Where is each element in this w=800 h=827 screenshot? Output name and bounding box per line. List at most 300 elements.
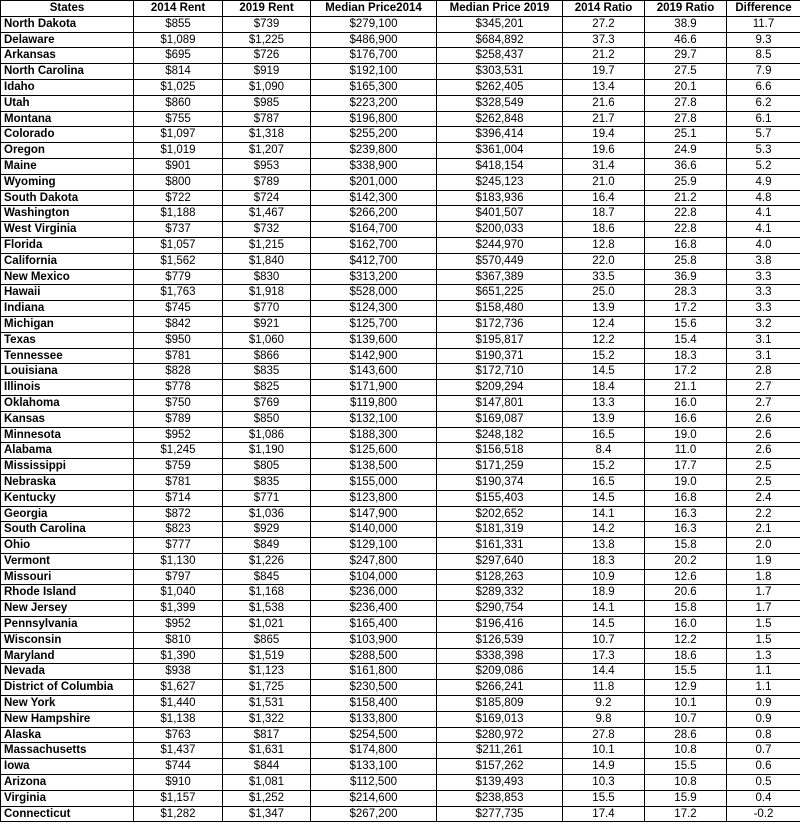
ratio-2019-cell: 15.6 [645,316,727,332]
median-price-2019-cell: $244,970 [437,237,563,253]
ratio-2019-cell: 17.2 [645,364,727,380]
ratio-2014-cell: 9.2 [563,696,645,712]
difference-cell: 1.5 [727,632,800,648]
median-price-2019-cell: $190,371 [437,348,563,364]
median-price-2014-cell: $138,500 [311,459,437,475]
state-cell: South Carolina [1,522,134,538]
ratio-2019-cell: 25.8 [645,253,727,269]
table-row [1,806,800,822]
ratio-2019-cell: 22.8 [645,206,727,222]
table-row [1,743,800,759]
ratio-2019-cell: 16.8 [645,237,727,253]
median-price-2014-cell: $164,700 [311,222,437,238]
ratio-2014-cell: 14.2 [563,522,645,538]
rent-2019-cell: $844 [223,759,311,775]
median-price-2014-cell: $528,000 [311,285,437,301]
ratio-2014-cell: 15.2 [563,348,645,364]
rent-2014-cell: $1,440 [134,696,223,712]
median-price-2014-cell: $266,200 [311,206,437,222]
rent-2014-cell: $763 [134,727,223,743]
rent-2019-cell: $919 [223,64,311,80]
table-row [1,206,800,222]
ratio-2014-cell: 14.1 [563,506,645,522]
table-body [1,16,800,822]
state-cell: North Dakota [1,16,134,32]
median-price-2019-cell: $169,013 [437,711,563,727]
ratio-2014-cell: 21.7 [563,111,645,127]
median-price-2019-cell: $328,549 [437,95,563,111]
median-price-2019-cell: $139,493 [437,775,563,791]
rent-2014-cell: $1,282 [134,806,223,822]
difference-cell: 0.6 [727,759,800,775]
ratio-2014-cell: 19.4 [563,127,645,143]
ratio-2019-cell: 15.4 [645,332,727,348]
median-price-2014-cell: $254,500 [311,727,437,743]
rent-2019-cell: $845 [223,569,311,585]
rent-2019-cell: $1,725 [223,680,311,696]
ratio-2019-cell: 20.1 [645,79,727,95]
table-row [1,253,800,269]
median-price-2014-cell: $188,300 [311,427,437,443]
difference-cell: 2.6 [727,411,800,427]
difference-cell: 5.7 [727,127,800,143]
table-row [1,601,800,617]
state-cell: North Carolina [1,64,134,80]
rent-2014-cell: $781 [134,474,223,490]
state-cell: Minnesota [1,427,134,443]
rent-2019-cell: $835 [223,364,311,380]
ratio-2014-cell: 14.5 [563,364,645,380]
state-cell: Alabama [1,443,134,459]
state-cell: Hawaii [1,285,134,301]
difference-cell: 6.6 [727,79,800,95]
median-price-2019-cell: $266,241 [437,680,563,696]
ratio-2019-cell: 28.6 [645,727,727,743]
rent-2014-cell: $1,130 [134,553,223,569]
state-cell: Alaska [1,727,134,743]
table-row [1,759,800,775]
median-price-2019-cell: $128,263 [437,569,563,585]
header-difference: Difference [727,1,800,17]
ratio-2014-cell: 14.5 [563,490,645,506]
rent-2019-cell: $1,215 [223,237,311,253]
rent-2014-cell: $952 [134,617,223,633]
ratio-2019-cell: 16.3 [645,506,727,522]
median-price-2014-cell: $236,400 [311,601,437,617]
rent-2014-cell: $759 [134,459,223,475]
table-row [1,316,800,332]
table-row [1,585,800,601]
table-row [1,553,800,569]
rent-2014-cell: $695 [134,48,223,64]
ratio-2014-cell: 13.3 [563,395,645,411]
ratio-2014-cell: 21.2 [563,48,645,64]
state-cell: Colorado [1,127,134,143]
median-price-2014-cell: $124,300 [311,301,437,317]
median-price-2014-cell: $139,600 [311,332,437,348]
difference-cell: 3.3 [727,301,800,317]
rent-2019-cell: $850 [223,411,311,427]
rent-2014-cell: $1,627 [134,680,223,696]
state-cell: Wyoming [1,174,134,190]
median-price-2014-cell: $313,200 [311,269,437,285]
ratio-2014-cell: 22.0 [563,253,645,269]
ratio-2014-cell: 19.7 [563,64,645,80]
difference-cell: 1.5 [727,617,800,633]
difference-cell: 3.1 [727,348,800,364]
median-price-2014-cell: $161,800 [311,664,437,680]
ratio-2014-cell: 13.8 [563,538,645,554]
rent-2019-cell: $1,225 [223,32,311,48]
median-price-2019-cell: $258,437 [437,48,563,64]
rent-2014-cell: $855 [134,16,223,32]
state-cell: New Mexico [1,269,134,285]
median-price-2019-cell: $200,033 [437,222,563,238]
ratio-2014-cell: 12.4 [563,316,645,332]
ratio-2019-cell: 19.0 [645,474,727,490]
median-price-2014-cell: $239,800 [311,143,437,159]
ratio-2014-cell: 16.5 [563,474,645,490]
rent-2019-cell: $805 [223,459,311,475]
median-price-2014-cell: $223,200 [311,95,437,111]
median-price-2014-cell: $174,800 [311,743,437,759]
rent-2014-cell: $797 [134,569,223,585]
rent-2019-cell: $726 [223,48,311,64]
rent-2014-cell: $810 [134,632,223,648]
rent-2014-cell: $1,763 [134,285,223,301]
ratio-2014-cell: 10.3 [563,775,645,791]
rent-2014-cell: $1,437 [134,743,223,759]
table-row [1,632,800,648]
rent-2019-cell: $1,060 [223,332,311,348]
difference-cell: 2.2 [727,506,800,522]
median-price-2014-cell: $192,100 [311,64,437,80]
rent-2019-cell: $1,090 [223,79,311,95]
median-price-2019-cell: $297,640 [437,553,563,569]
median-price-2019-cell: $147,801 [437,395,563,411]
median-price-2019-cell: $684,892 [437,32,563,48]
median-price-2014-cell: $158,400 [311,696,437,712]
rent-2019-cell: $1,252 [223,790,311,806]
difference-cell: 2.6 [727,443,800,459]
difference-cell: 3.8 [727,253,800,269]
state-cell: Georgia [1,506,134,522]
table-row [1,16,800,32]
median-price-2014-cell: $112,500 [311,775,437,791]
table-row [1,474,800,490]
table-row [1,95,800,111]
difference-cell: 4.0 [727,237,800,253]
ratio-2014-cell: 12.2 [563,332,645,348]
state-cell: Missouri [1,569,134,585]
median-price-2014-cell: $255,200 [311,127,437,143]
median-price-2019-cell: $169,087 [437,411,563,427]
median-price-2014-cell: $279,100 [311,16,437,32]
ratio-2014-cell: 17.4 [563,806,645,822]
median-price-2014-cell: $125,700 [311,316,437,332]
rent-2014-cell: $737 [134,222,223,238]
ratio-2019-cell: 16.3 [645,522,727,538]
median-price-2019-cell: $570,449 [437,253,563,269]
rent-2019-cell: $953 [223,158,311,174]
rent-2019-cell: $724 [223,190,311,206]
rent-2019-cell: $1,322 [223,711,311,727]
table-row [1,617,800,633]
ratio-2019-cell: 19.0 [645,427,727,443]
ratio-2014-cell: 16.5 [563,427,645,443]
table-row [1,32,800,48]
header-2019-ratio: 2019 Ratio [645,1,727,17]
rent-2019-cell: $1,123 [223,664,311,680]
median-price-2019-cell: $172,710 [437,364,563,380]
ratio-2014-cell: 13.9 [563,411,645,427]
ratio-2014-cell: 18.3 [563,553,645,569]
rent-2014-cell: $750 [134,395,223,411]
median-price-2014-cell: $140,000 [311,522,437,538]
ratio-2014-cell: 15.2 [563,459,645,475]
ratio-2019-cell: 46.6 [645,32,727,48]
table-row [1,237,800,253]
table-row [1,48,800,64]
median-price-2019-cell: $157,262 [437,759,563,775]
state-cell: Maryland [1,648,134,664]
ratio-2019-cell: 22.8 [645,222,727,238]
median-price-2014-cell: $247,800 [311,553,437,569]
state-cell: Vermont [1,553,134,569]
median-price-2019-cell: $277,735 [437,806,563,822]
difference-cell: 4.9 [727,174,800,190]
table-row [1,79,800,95]
rent-2019-cell: $921 [223,316,311,332]
median-price-2014-cell: $165,300 [311,79,437,95]
rent-2014-cell: $814 [134,64,223,80]
difference-cell: 1.8 [727,569,800,585]
median-price-2014-cell: $142,900 [311,348,437,364]
rent-2019-cell: $866 [223,348,311,364]
ratio-2019-cell: 15.8 [645,601,727,617]
ratio-2019-cell: 28.3 [645,285,727,301]
median-price-2014-cell: $103,900 [311,632,437,648]
header-median-price-2019: Median Price 2019 [437,1,563,17]
median-price-2019-cell: $185,809 [437,696,563,712]
ratio-2019-cell: 27.5 [645,64,727,80]
rent-2019-cell: $771 [223,490,311,506]
state-cell: Connecticut [1,806,134,822]
median-price-2014-cell: $155,000 [311,474,437,490]
table-row [1,395,800,411]
rent-2019-cell: $732 [223,222,311,238]
state-cell: Montana [1,111,134,127]
rent-2014-cell: $1,040 [134,585,223,601]
median-price-2019-cell: $211,261 [437,743,563,759]
median-price-2014-cell: $486,900 [311,32,437,48]
difference-cell: 1.3 [727,648,800,664]
table-row [1,648,800,664]
ratio-2014-cell: 9.8 [563,711,645,727]
state-cell: Pennsylvania [1,617,134,633]
ratio-2014-cell: 14.1 [563,601,645,617]
difference-cell: 1.1 [727,680,800,696]
ratio-2019-cell: 16.8 [645,490,727,506]
difference-cell: 0.9 [727,711,800,727]
difference-cell: 2.7 [727,380,800,396]
rent-2019-cell: $1,081 [223,775,311,791]
table-row [1,490,800,506]
median-price-2019-cell: $172,736 [437,316,563,332]
rent-2014-cell: $1,097 [134,127,223,143]
table-row [1,790,800,806]
ratio-2019-cell: 17.2 [645,806,727,822]
ratio-2014-cell: 18.9 [563,585,645,601]
table-row [1,459,800,475]
ratio-2019-cell: 15.5 [645,664,727,680]
difference-cell: 1.9 [727,553,800,569]
median-price-2019-cell: $303,531 [437,64,563,80]
difference-cell: 4.1 [727,206,800,222]
ratio-2014-cell: 13.9 [563,301,645,317]
difference-cell: 7.9 [727,64,800,80]
header-states: States [1,1,134,17]
rent-2014-cell: $872 [134,506,223,522]
ratio-2019-cell: 16.6 [645,411,727,427]
difference-cell: 1.7 [727,585,800,601]
table-row [1,301,800,317]
state-cell: Arkansas [1,48,134,64]
rent-2014-cell: $1,019 [134,143,223,159]
median-price-2014-cell: $104,000 [311,569,437,585]
state-cell: Michigan [1,316,134,332]
state-cell: Indiana [1,301,134,317]
ratio-2019-cell: 27.8 [645,111,727,127]
ratio-2014-cell: 14.5 [563,617,645,633]
difference-cell: 1.1 [727,664,800,680]
ratio-2014-cell: 14.4 [563,664,645,680]
ratio-2014-cell: 16.4 [563,190,645,206]
ratio-2014-cell: 18.6 [563,222,645,238]
state-cell: New Jersey [1,601,134,617]
difference-cell: 2.5 [727,459,800,475]
state-cell: Texas [1,332,134,348]
table-row [1,143,800,159]
median-price-2019-cell: $158,480 [437,301,563,317]
difference-cell: 3.2 [727,316,800,332]
state-cell: Delaware [1,32,134,48]
state-cell: Mississippi [1,459,134,475]
rent-2014-cell: $1,562 [134,253,223,269]
rent-2019-cell: $1,190 [223,443,311,459]
state-cell: South Dakota [1,190,134,206]
ratio-2019-cell: 18.6 [645,648,727,664]
median-price-2019-cell: $262,405 [437,79,563,95]
rent-2019-cell: $770 [223,301,311,317]
ratio-2019-cell: 16.0 [645,395,727,411]
rent-2019-cell: $1,021 [223,617,311,633]
rent-2019-cell: $985 [223,95,311,111]
difference-cell: 0.8 [727,727,800,743]
median-price-2014-cell: $133,100 [311,759,437,775]
median-price-2014-cell: $125,600 [311,443,437,459]
ratio-2019-cell: 21.2 [645,190,727,206]
median-price-2019-cell: $171,259 [437,459,563,475]
ratio-2014-cell: 13.4 [563,79,645,95]
table-row [1,696,800,712]
ratio-2014-cell: 33.5 [563,269,645,285]
ratio-2019-cell: 16.0 [645,617,727,633]
ratio-2014-cell: 15.5 [563,790,645,806]
median-price-2019-cell: $183,936 [437,190,563,206]
state-cell: Kansas [1,411,134,427]
median-price-2019-cell: $280,972 [437,727,563,743]
rent-2014-cell: $828 [134,364,223,380]
ratio-2014-cell: 17.3 [563,648,645,664]
table-row [1,269,800,285]
median-price-2019-cell: $361,004 [437,143,563,159]
difference-cell: 9.3 [727,32,800,48]
difference-cell: 4.8 [727,190,800,206]
table-row [1,158,800,174]
ratio-2019-cell: 15.5 [645,759,727,775]
state-cell: Florida [1,237,134,253]
header-row [1,1,800,17]
median-price-2019-cell: $401,507 [437,206,563,222]
ratio-2019-cell: 10.7 [645,711,727,727]
rent-2019-cell: $739 [223,16,311,32]
difference-cell: 11.7 [727,16,800,32]
ratio-2014-cell: 27.8 [563,727,645,743]
rent-2014-cell: $1,025 [134,79,223,95]
state-cell: Nebraska [1,474,134,490]
rent-2019-cell: $1,168 [223,585,311,601]
difference-cell: 6.1 [727,111,800,127]
ratio-2014-cell: 21.0 [563,174,645,190]
rent-2014-cell: $1,245 [134,443,223,459]
state-cell: Wisconsin [1,632,134,648]
ratio-2019-cell: 17.2 [645,301,727,317]
difference-cell: 2.1 [727,522,800,538]
median-price-2014-cell: $162,700 [311,237,437,253]
difference-cell: 8.5 [727,48,800,64]
ratio-2014-cell: 18.4 [563,380,645,396]
table-row [1,538,800,554]
median-price-2014-cell: $236,000 [311,585,437,601]
rent-2014-cell: $901 [134,158,223,174]
ratio-2014-cell: 10.1 [563,743,645,759]
median-price-2014-cell: $129,100 [311,538,437,554]
header-2019-rent: 2019 Rent [223,1,311,17]
difference-cell: 3.3 [727,269,800,285]
median-price-2014-cell: $412,700 [311,253,437,269]
ratio-2014-cell: 19.6 [563,143,645,159]
rent-2014-cell: $1,399 [134,601,223,617]
difference-cell: 3.3 [727,285,800,301]
state-cell: Arizona [1,775,134,791]
state-cell: Louisiana [1,364,134,380]
rent-2019-cell: $1,631 [223,743,311,759]
difference-cell: 2.8 [727,364,800,380]
median-price-2014-cell: $196,800 [311,111,437,127]
rent-2019-cell: $1,840 [223,253,311,269]
ratio-2014-cell: 10.7 [563,632,645,648]
median-price-2014-cell: $267,200 [311,806,437,822]
ratio-2019-cell: 20.6 [645,585,727,601]
table-row [1,190,800,206]
table-row [1,111,800,127]
rent-2014-cell: $1,390 [134,648,223,664]
rent-2019-cell: $1,347 [223,806,311,822]
median-price-2019-cell: $367,389 [437,269,563,285]
state-cell: West Virginia [1,222,134,238]
difference-cell: 4.1 [727,222,800,238]
